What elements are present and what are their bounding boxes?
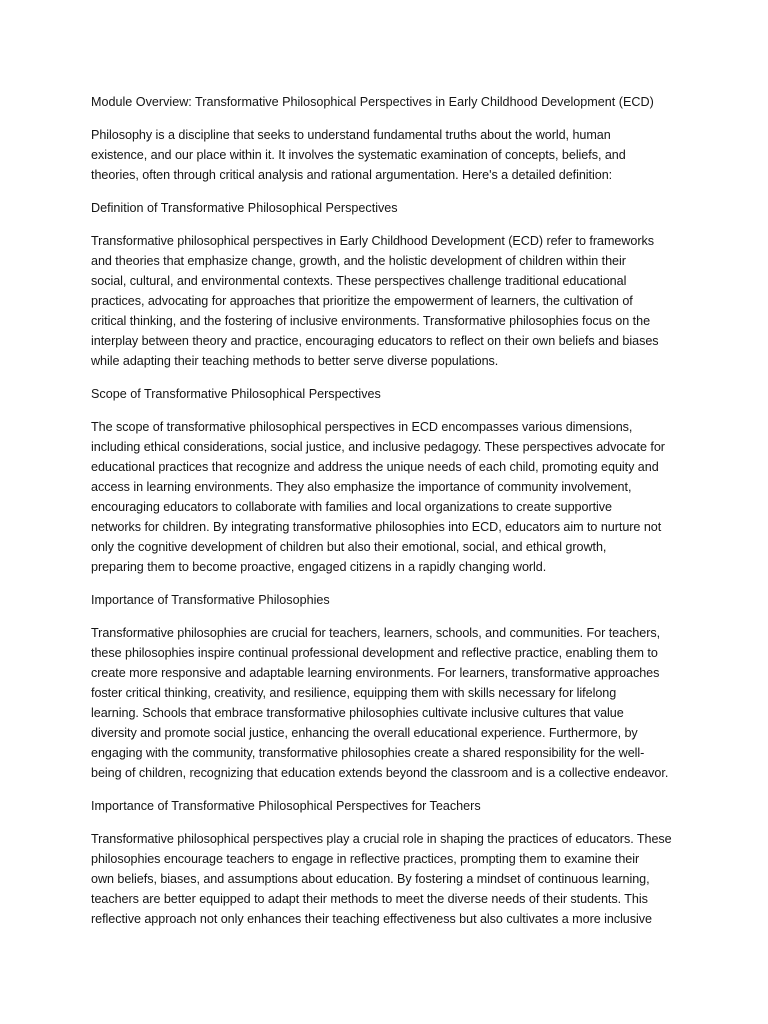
section-heading-definition: Definition of Transformative Philosophical Perspectives — [91, 201, 398, 215]
intro-paragraph: Philosophy is a discipline that seeks to understand fundamental truths about the world, human existence, and our place within it. It involves the systematic examination of concepts, beliefs, and theories, often through critical analysis and rational argumentation. Here's a detailed definition: — [91, 128, 626, 182]
section-body-definition: Transformative philosophical perspectives in Early Childhood Development (ECD) refer to frameworks and theories that emphasize change, growth, and the holistic development of children within their social, cultural, and environmental contexts. These perspectives challenge traditional educational practices, advocating for approaches that prioritize the empowerment of learners, the cultivation of critical thinking, and the fostering of inclusive environments. Transformative philosophies focus on the interplay between theory and practice, encouraging educators to reflect on their own beliefs and biases while adapting their teaching methods to better serve diverse populations. — [91, 234, 659, 368]
section-body-scope: The scope of transformative philosophical perspectives in ECD encompasses various dimensions, including ethical considerations, social justice, and inclusive pedagogy. These perspectives advocate for educational practices that recognize and address the unique needs of each child, promoting equity and access in learning environments. They also emphasize the importance of community involvement, encouraging educators to collaborate with families and local organizations to create supportive networks for children. By integrating transformative philosophies into ECD, educators aim to nurture not only the cognitive development of children but also their emotional, social, and ethical growth, preparing them to become proactive, engaged citizens in a rapidly changing world. — [91, 420, 665, 574]
section-heading-teachers: Importance of Transformative Philosophical Perspectives for Teachers — [91, 799, 481, 813]
section-body-importance: Transformative philosophies are crucial for teachers, learners, schools, and communities. For teachers, these philosophies inspire continual professional development and reflective practice, enabling them to create more responsive and adaptable learning environments. For learners, transformative approaches foster critical thinking, creativity, and resilience, equipping them with skills necessary for lifelong learning. Schools that embrace transformative philosophies cultivate inclusive cultures that value diversity and promote social justice, enhancing the overall educational experience. Furthermore, by engaging with the community, transformative philosophies create a shared responsibility for the well- being of children, recognizing that education extends beyond the classroom and is a collective endeavor. — [91, 626, 669, 780]
document-title: Module Overview: Transformative Philosophical Perspectives in Early Childhood Development (ECD) — [91, 95, 654, 109]
section-heading-scope: Scope of Transformative Philosophical Perspectives — [91, 387, 381, 401]
section-body-teachers: Transformative philosophical perspectives play a crucial role in shaping the practices of educators. These philosophies encourage teachers to engage in reflective practices, prompting them to examine their own beliefs, biases, and assumptions about education. By fostering a mindset of continuous learning, teachers are better equipped to adapt their methods to meet the diverse needs of their students. This reflective approach not only enhances their teaching effectiveness but also cultivates a more inclusive — [91, 832, 672, 926]
document-page — [91, 92, 681, 929]
section-heading-importance: Importance of Transformative Philosophies — [91, 593, 330, 607]
